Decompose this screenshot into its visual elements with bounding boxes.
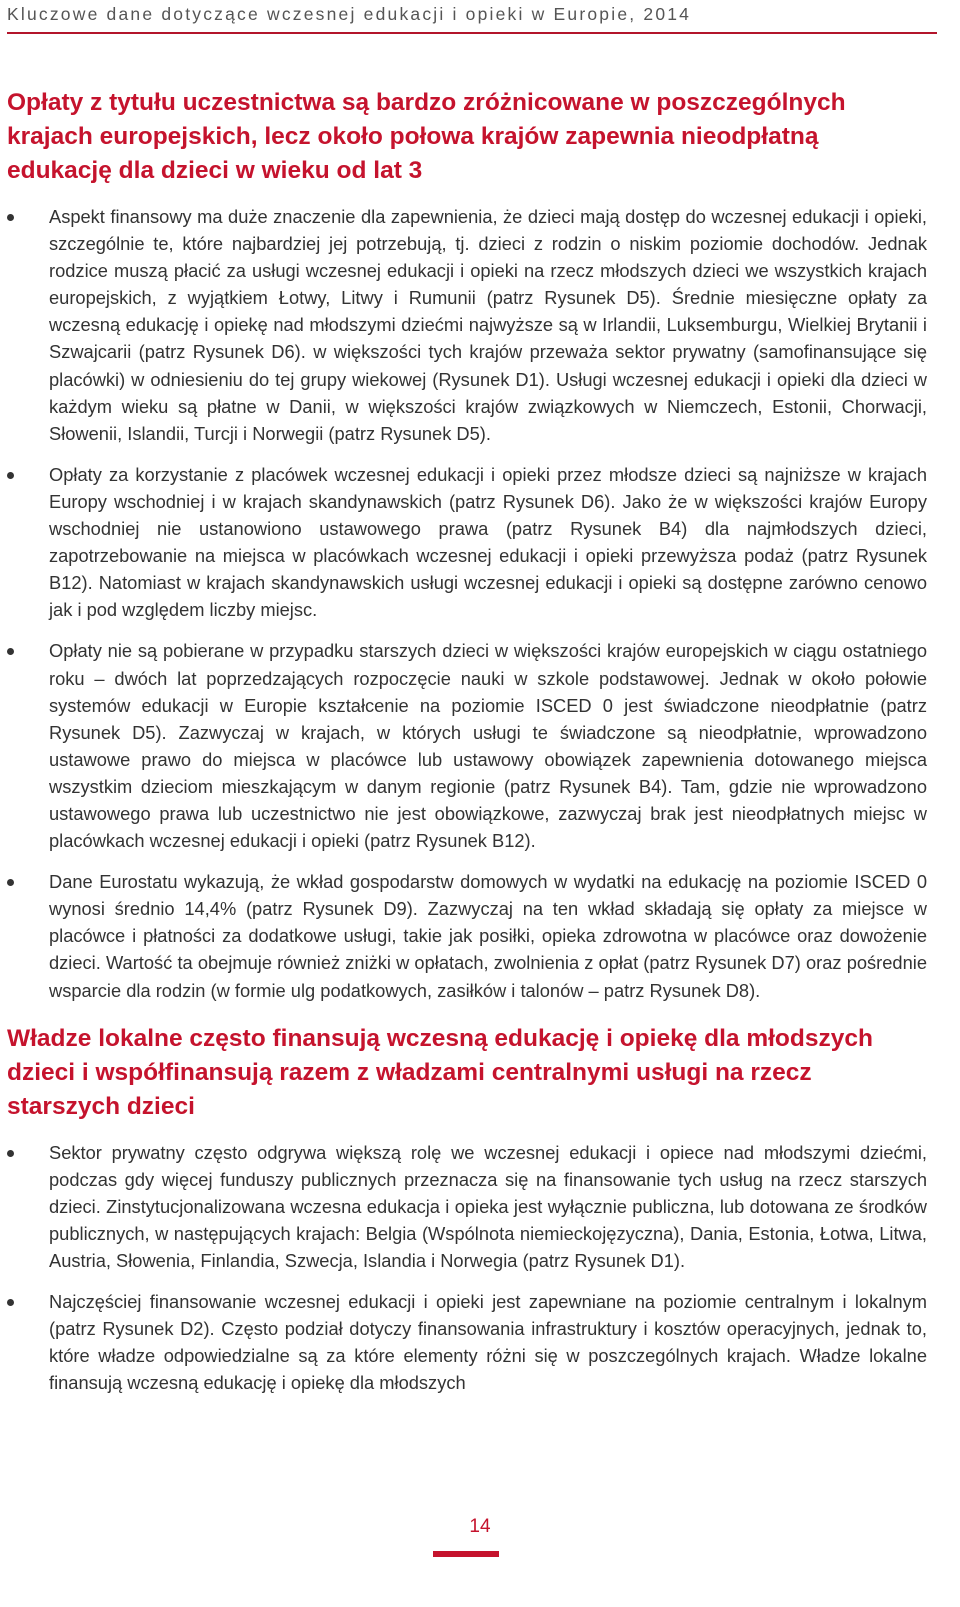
list-item [7,203,927,447]
bullet-icon [7,1150,14,1157]
bullet-list-fees [7,203,927,1004]
bullet-icon [7,214,14,221]
list-item-text: Sektor prywatny często odgrywa większą rolę we wczesnej edukacji i opiece nad młodszymi dziećmi, podczas gdy więcej funduszy publicznych przeznacza się na finansowanie tych usług na rzecz starszych dzieci. Zinstytucjonalizowana wczesna edukacja i opieka jest wyłącznie publiczna, lub dotowana ze środków publicznych, w następujących krajach: Belgia (Wspólnota niemieckojęzyczna), Dania, Estonia, Łotwa, Litwa, Austria, Słowenia, Finlandia, Szwecja, Islandia i Norwegia (patrz Rysunek D1). [49,1141,927,1271]
list-item [7,1139,927,1274]
page-number: 14 [469,1516,491,1537]
bullet-icon [7,879,14,886]
bullet-list-funding [7,1139,927,1397]
page-content [7,86,927,1396]
list-item [7,637,927,854]
section-heading-fees: Opłaty z tytułu uczestnictwa są bardzo zróżnicowane w poszczególnych krajach europejskich, lecz około połowa krajów zapewnia nieodpłatną edukację dla dzieci w wieku od lat 3 [7,89,846,184]
section-heading-funding: Władze lokalne często finansują wczesną edukację i opiekę dla młodszych dzieci i współfinansują razem z władzami centralnymi usługi na rzecz starszych dzieci [7,1024,873,1120]
bullet-icon [7,472,14,479]
list-item [7,1288,927,1396]
list-item-text: Opłaty nie są pobierane w przypadku starszych dzieci w większości krajów europejskich w ciągu ostatniego roku – dwóch lat poprzedzających rozpoczęcie nauki w szkole podstawowej. Jednak w około połowie systemów edukacji w Europie kształcenie na poziomie ISCED 0 jest świadczone nieodpłatnie (patrz Rysunek D5). Zazwyczaj w krajach, w których usługi te świadczone są nieodpłatnie, wprowadzono ustawowe prawo do miejsca w placówce lub ustawowy obowiązek zapewnienia dotowanego miejsca wszystkim dzieciom mieszkającym w danym regionie (patrz Rysunek B4). Tam, gdzie nie wprowadzono ustawowego prawa lub uczestnictwo nie jest obowiązkowe, zazwyczaj brak jest nieodpłatnych miejsc w placówkach wczesnej edukacji i opieki (patrz Rysunek B12). [49,640,927,852]
list-item [7,868,927,1003]
list-item-text: Aspekt finansowy ma duże znaczenie dla zapewnienia, że dzieci mają dostęp do wczesnej edukacji i opieki, szczególnie te, które najbardziej jej potrzebują, tj. dzieci z rodzin o niskim poziomie dochodów. Jednak rodzice muszą płacić za usługi wczesnej edukacji i opieki na rzecz młodszych dzieci we wszystkich krajach europejskich, z wyjątkiem Łotwy, Litwy i Rumunii (patrz Rysunek D5). Średnie miesięczne opłaty za wczesną edukację i opiekę nad młodszymi dziećmi najwyższe są w Irlandii, Luksemburgu, Wielkiej Brytanii i Szwajcarii (patrz Rysunek D6). w większości tych krajów przeważa sektor prywatny (samofinansujące się placówki) w odniesieniu do tej grupy wiekowej (Rysunek D1). Usługi wczesnej edukacji i opieki dla dzieci w każdym wieku są płatne w Danii, w większości krajów związkowych w Niemczech, Estonii, Chorwacji, Słowenii, Islandii, Turcji i Norwegii (patrz Rysunek D5). [49,206,927,444]
list-item-text: Najczęściej finansowanie wczesnej edukacji i opieki jest zapewniane na poziomie centralnym i lokalnym (patrz Rysunek D2). Często podział dotyczy finansowania infrastruktury i kosztów operacyjnych, jednak to, które władze odpowiedzialne są za które elementy różni się w poszczególnych krajach. Władze lokalne finansują wczesną edukację i opiekę dla młodszych [49,1291,927,1394]
page-number-underline [433,1551,499,1557]
list-item-text: Dane Eurostatu wykazują, że wkład gospodarstw domowych w wydatki na edukację na poziomie ISCED 0 wynosi średnio 14,4% (patrz Rysunek D9). Zazwyczaj na ten wkład składają się opłaty za miejsce w placówce i płatności za dodatkowe usługi, takie jak posiłki, opieka zdrowotna w placówce oraz dowożenie dzieci. Wartość ta obejmuje również zniżki w opłatach, zwolnienia z opłat (patrz Rysunek D7) oraz pośrednie wsparcie dla rodzin (w formie ulg podatkowych, zasiłków i talonów – patrz Rysunek D8). [49,871,927,1001]
list-item [7,461,927,624]
bullet-icon [7,648,14,655]
bullet-icon [7,1299,14,1306]
list-item-text: Opłaty za korzystanie z placówek wczesnej edukacji i opieki przez młodsze dzieci są najniższe w krajach Europy wschodniej i w krajach skandynawskich (patrz Rysunek D6). Jako że w większości krajów Europy wschodniej nie ustanowiono ustawowego prawa (patrz Rysunek B4) dla najmłodszych dzieci, zapotrzebowanie na miejsca w placówkach wczesnej edukacji i opieki przewyższa podaż (patrz Rysunek B12). Natomiast w krajach skandynawskich usługi wczesnej edukacji i opieki są dostępne zarówno cenowo jak i pod względem liczby miejsc. [49,463,927,621]
running-header: Kluczowe dane dotyczące wczesnej edukacji i opieki w Europie, 2014 [7,4,937,34]
